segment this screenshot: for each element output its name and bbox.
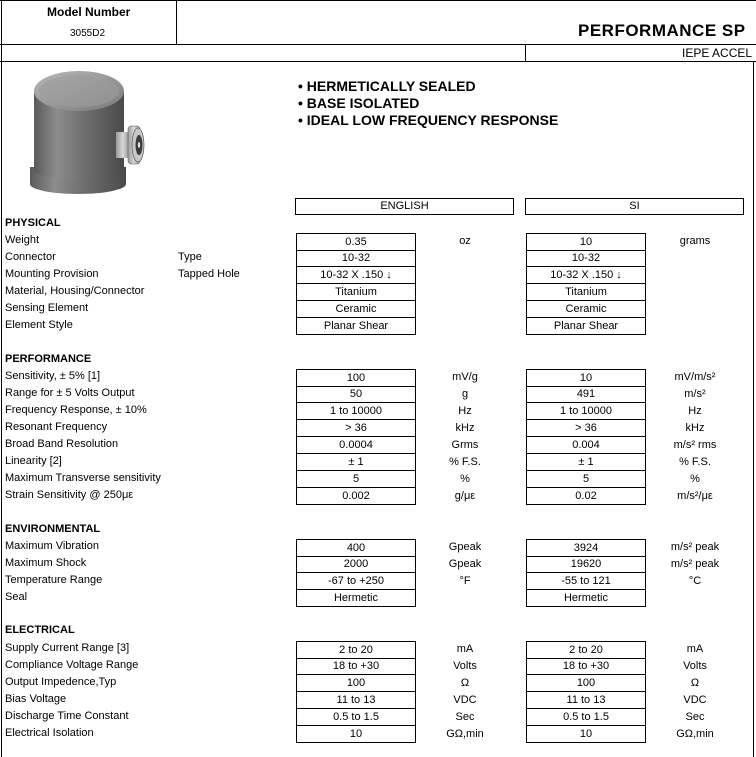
si-value-electrical-isolation: 10 (526, 726, 646, 743)
row-label-bias-voltage: Bias Voltage (5, 693, 67, 705)
english-value-weight: 0.35 (296, 233, 416, 251)
si-unit-output-impedence-typ: Ω (690, 677, 700, 689)
english-value-compliance-voltage-range: 18 to +30 (296, 658, 416, 675)
si-unit-electrical-isolation: GΩ,min (676, 728, 714, 740)
si-value-resonant-frequency: > 36 (526, 420, 646, 437)
english-value-broad-band-resolution: 0.0004 (296, 437, 416, 454)
section-title-environmental: ENVIRONMENTAL (5, 523, 101, 535)
english-value-seal: Hermetic (296, 590, 416, 607)
feature-low-frequency: • IDEAL LOW FREQUENCY RESPONSE (298, 112, 559, 128)
row-label-mounting-provision: Mounting Provision (5, 268, 99, 280)
row-label-output-impedence-typ: Output Impedence,Typ (5, 676, 117, 688)
english-value-output-impedence-typ: 100 (296, 675, 416, 692)
row-sublabel-connector: Type (178, 251, 202, 263)
row-label-range-for-5-volts-output: Range for ± 5 Volts Output (5, 387, 135, 399)
english-value-linearity-2: ± 1 (296, 454, 416, 471)
si-value-compliance-voltage-range: 18 to +30 (526, 658, 646, 675)
english-unit-linearity-2: % F.S. (449, 456, 481, 468)
row-label-resonant-frequency: Resonant Frequency (5, 421, 108, 433)
row-label-compliance-voltage-range: Compliance Voltage Range (5, 659, 139, 671)
english-unit-strain-sensitivity-250: g/με (454, 490, 476, 502)
si-value-discharge-time-constant: 0.5 to 1.5 (526, 709, 646, 726)
si-value-weight: 10 (526, 233, 646, 251)
english-value-temperature-range: -67 to +250 (296, 573, 416, 590)
english-value-sensitivity-5-1: 100 (296, 369, 416, 387)
english-value-discharge-time-constant: 0.5 to 1.5 (296, 709, 416, 726)
row-label-sensing-element: Sensing Element (5, 302, 89, 314)
si-value-seal: Hermetic (526, 590, 646, 607)
column-header-si: SI (525, 198, 744, 215)
row-label-maximum-vibration: Maximum Vibration (5, 540, 99, 552)
english-unit-maximum-vibration: Gpeak (448, 541, 482, 553)
model-number-value: 3055D2 (70, 28, 106, 39)
english-unit-maximum-shock: Gpeak (448, 558, 482, 570)
si-value-material-housing-connector: Titanium (526, 284, 646, 301)
row-label-material-housing-connector: Material, Housing/Connector (5, 285, 145, 297)
english-value-connector: 10-32 (296, 250, 416, 267)
english-unit-frequency-response-10: Hz (458, 405, 472, 417)
english-unit-broad-band-resolution: Grms (451, 439, 479, 451)
english-unit-output-impedence-typ: Ω (460, 677, 470, 689)
si-value-sensing-element: Ceramic (526, 301, 646, 318)
si-value-maximum-vibration: 3924 (526, 539, 646, 557)
si-value-connector: 10-32 (526, 250, 646, 267)
english-unit-discharge-time-constant: Sec (455, 711, 475, 723)
si-value-broad-band-resolution: 0.004 (526, 437, 646, 454)
si-unit-maximum-transverse-sensitivity: % (690, 473, 700, 485)
english-value-strain-sensitivity-250: 0.002 (296, 488, 416, 505)
english-unit-compliance-voltage-range: Volts (453, 660, 477, 672)
si-value-supply-current-range-3: 2 to 20 (526, 641, 646, 659)
row-label-sensitivity-5-1: Sensitivity, ± 5% [1] (5, 370, 101, 382)
si-unit-discharge-time-constant: Sec (685, 711, 705, 723)
english-value-bias-voltage: 11 to 13 (296, 692, 416, 709)
row-label-element-style: Element Style (5, 319, 73, 331)
english-value-range-for-5-volts-output: 50 (296, 386, 416, 403)
si-value-maximum-shock: 19620 (526, 556, 646, 573)
si-unit-strain-sensitivity-250: m/s²/με (677, 490, 713, 502)
english-unit-maximum-transverse-sensitivity: % (460, 473, 470, 485)
si-unit-bias-voltage: VDC (683, 694, 707, 706)
english-unit-sensitivity-5-1: mV/g (452, 371, 478, 383)
si-value-sensitivity-5-1: 10 (526, 369, 646, 387)
si-unit-supply-current-range-3: mA (686, 643, 704, 655)
row-sublabel-mounting-provision: Tapped Hole (178, 268, 240, 280)
english-value-sensing-element: Ceramic (296, 301, 416, 318)
row-label-electrical-isolation: Electrical Isolation (5, 727, 94, 739)
row-label-weight: Weight (5, 234, 40, 246)
english-value-material-housing-connector: Titanium (296, 284, 416, 301)
english-unit-resonant-frequency: kHz (455, 422, 475, 434)
english-value-electrical-isolation: 10 (296, 726, 416, 743)
row-label-seal: Seal (5, 591, 28, 603)
page-title: PERFORMANCE SP (578, 21, 746, 40)
english-value-element-style: Planar Shear (296, 318, 416, 335)
section-title-electrical: ELECTRICAL (5, 624, 75, 636)
section-title-performance: PERFORMANCE (5, 353, 92, 365)
si-unit-weight: grams (679, 235, 711, 247)
english-value-supply-current-range-3: 2 to 20 (296, 641, 416, 659)
english-value-resonant-frequency: > 36 (296, 420, 416, 437)
si-unit-maximum-vibration: m/s² peak (670, 541, 720, 553)
column-header-english: ENGLISH (295, 198, 514, 215)
si-unit-range-for-5-volts-output: m/s² (684, 388, 706, 400)
si-unit-compliance-voltage-range: Volts (683, 660, 707, 672)
row-label-maximum-shock: Maximum Shock (5, 557, 87, 569)
english-unit-temperature-range: °F (459, 575, 471, 587)
english-value-mounting-provision: 10-32 X .150 ↓ (296, 267, 416, 284)
si-value-temperature-range: -55 to 121 (526, 573, 646, 590)
english-value-frequency-response-10: 1 to 10000 (296, 403, 416, 420)
feature-hermetic: • HERMETICALLY SEALED (298, 78, 476, 94)
row-label-supply-current-range-3: Supply Current Range [3] (5, 642, 130, 654)
english-unit-weight: oz (459, 235, 471, 247)
accelerometer-product-image (20, 62, 160, 202)
section-title-physical: PHYSICAL (5, 217, 61, 229)
page-subtitle: IEPE ACCEL (682, 46, 753, 60)
si-value-range-for-5-volts-output: 491 (526, 386, 646, 403)
si-unit-frequency-response-10: Hz (688, 405, 702, 417)
row-label-strain-sensitivity-250: Strain Sensitivity @ 250με (5, 489, 134, 501)
row-label-frequency-response-10: Frequency Response, ± 10% (5, 404, 147, 416)
english-value-maximum-vibration: 400 (296, 539, 416, 557)
si-unit-maximum-shock: m/s² peak (670, 558, 720, 570)
english-value-maximum-transverse-sensitivity: 5 (296, 471, 416, 488)
si-value-strain-sensitivity-250: 0.02 (526, 488, 646, 505)
si-unit-temperature-range: °C (688, 575, 702, 587)
si-value-element-style: Planar Shear (526, 318, 646, 335)
si-value-output-impedence-typ: 100 (526, 675, 646, 692)
si-value-bias-voltage: 11 to 13 (526, 692, 646, 709)
si-value-maximum-transverse-sensitivity: 5 (526, 471, 646, 488)
english-unit-supply-current-range-3: mA (456, 643, 474, 655)
english-unit-range-for-5-volts-output: g (461, 388, 469, 400)
row-label-maximum-transverse-sensitivity: Maximum Transverse sensitivity (5, 472, 161, 484)
si-unit-linearity-2: % F.S. (679, 456, 711, 468)
english-unit-bias-voltage: VDC (453, 694, 477, 706)
si-value-mounting-provision: 10-32 X .150 ↓ (526, 267, 646, 284)
row-label-linearity-2: Linearity [2] (5, 455, 62, 467)
row-label-connector: Connector (5, 251, 56, 263)
si-value-frequency-response-10: 1 to 10000 (526, 403, 646, 420)
row-label-broad-band-resolution: Broad Band Resolution (5, 438, 119, 450)
row-label-discharge-time-constant: Discharge Time Constant (5, 710, 129, 722)
si-unit-resonant-frequency: kHz (685, 422, 705, 434)
model-number-label: Model Number (47, 5, 131, 19)
si-unit-broad-band-resolution: m/s² rms (673, 439, 717, 451)
row-label-temperature-range: Temperature Range (5, 574, 103, 586)
english-unit-electrical-isolation: GΩ,min (446, 728, 484, 740)
si-value-linearity-2: ± 1 (526, 454, 646, 471)
feature-base-isolated: • BASE ISOLATED (298, 95, 420, 111)
si-unit-sensitivity-5-1: mV/m/s² (674, 371, 716, 383)
english-value-maximum-shock: 2000 (296, 556, 416, 573)
